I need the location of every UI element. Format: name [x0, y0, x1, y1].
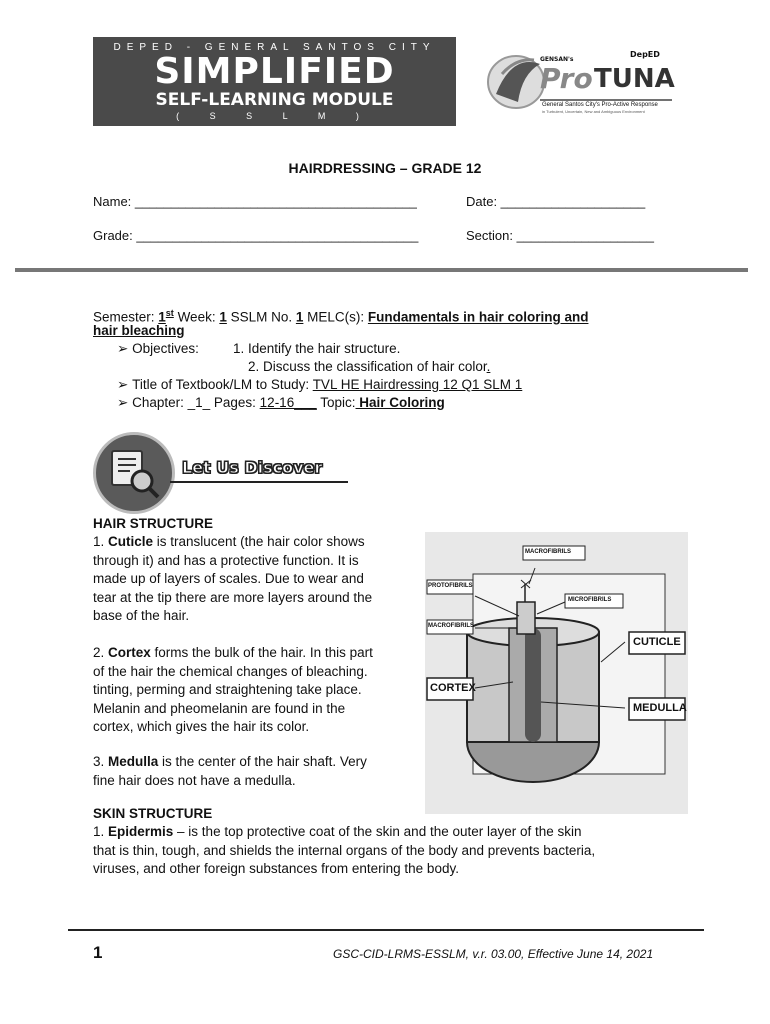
p1-line4: tear at the tip there are more layers around the: [93, 589, 373, 605]
bullet-textbook: [117, 376, 522, 395]
banner-title: SIMPLIFIED: [154, 51, 395, 92]
p1-line1: is translucent (the hair color shows: [153, 534, 365, 549]
p2-line5: cortex, which gives the hair its color.: [93, 719, 310, 734]
logo-tagline: General Santos City's Pro-Active Response: [542, 102, 658, 108]
melc-label: MELC(s):: [303, 309, 368, 325]
medulla-term: Medulla: [108, 754, 159, 769]
arrow-bullet-icon: ➢: [117, 377, 129, 392]
name-field: Name: _______________________________________: [93, 194, 417, 209]
p2-line2: of the hair the chemical changes of bleaching.: [93, 663, 368, 679]
label-medulla: MEDULLA: [633, 702, 687, 714]
label-cortex: CORTEX: [430, 682, 476, 694]
sslm-label: SSLM No.: [226, 309, 296, 325]
protuna-logo: [482, 44, 682, 116]
skin-p1-num: 1.: [93, 824, 109, 839]
page-number: 1: [93, 943, 103, 962]
bullet-chapter: [117, 394, 445, 413]
book-magnifier-icon: [96, 435, 172, 511]
p2-line1: forms the bulk of the hair. In this part: [150, 645, 373, 660]
medulla-paragraph: [93, 753, 413, 790]
skin-structure-heading: SKIN STRUCTURE: [93, 806, 213, 821]
objective-2-period: .: [486, 359, 491, 374]
week-label: Week:: [173, 309, 220, 325]
label-protofibrils: PROTOFIBRILS: [428, 583, 473, 589]
semester-sup: st: [165, 308, 174, 318]
discover-underline: [170, 481, 348, 483]
section-field: Section: ___________________: [466, 228, 654, 243]
logo-gensan: GENSAN's: [540, 56, 574, 63]
melc-line1: Fundamentals in hair coloring and: [367, 309, 589, 325]
bullet-objectives: [117, 340, 199, 359]
p1-num: 1.: [93, 534, 109, 549]
week-value: 1: [219, 309, 227, 325]
epidermis-term: Epidermis: [108, 824, 174, 839]
p2-line3: tinting, perming and straightening take place.: [93, 682, 362, 697]
hair-shaft-illustration: [425, 532, 688, 814]
cortex-paragraph: [93, 644, 413, 737]
header-divider: [15, 268, 748, 272]
logo-subtagline: in Turbulent, Uncertain, New and Ambiguous Environment: [542, 109, 645, 114]
cuticle-paragraph: [93, 533, 413, 626]
banner-subtitle: SELF-LEARNING MODULE: [155, 90, 394, 110]
melc-line2: hair bleaching: [93, 323, 185, 338]
semester-label: Semester:: [93, 309, 159, 325]
semester-value: 1: [158, 309, 166, 325]
logo-tuna: TUNA: [594, 64, 675, 94]
banner-acronym: ( S S L M ): [176, 111, 373, 121]
textbook-value: TVL HE Hairdressing 12 Q1 SLM 1: [312, 377, 523, 392]
footer-divider: [68, 929, 704, 931]
p3-line1: is the center of the hair shaft. Very: [158, 754, 367, 769]
skin-p1-line2: that is thin, tough, and shields the internal organs of the body and prevents bacteria,: [93, 842, 596, 858]
logo-deped: DepED: [630, 50, 660, 59]
logo-pro: Pro: [540, 62, 593, 95]
textbook-label: Title of Textbook/LM to Study:: [132, 377, 313, 392]
arrow-bullet-icon: ➢: [117, 341, 129, 356]
p3-line2: fine hair does not have a medulla.: [93, 772, 296, 788]
banner-top-text: DEPED - GENERAL SANTOS CITY: [113, 42, 436, 53]
label-macrofibrils-top: MACROFIBRILS: [525, 549, 571, 555]
discover-heading: Let Us Discover: [182, 458, 323, 477]
footer-code: GSC-CID-LRMS-ESSLM, v.r. 03.00, Effective June 14, 2021: [333, 947, 654, 961]
grade-field: Grade: _______________________________________: [93, 228, 419, 243]
discover-icon: [93, 432, 175, 514]
date-field: Date: ____________________: [466, 194, 646, 209]
module-banner: [93, 37, 456, 126]
label-cuticle: CUTICLE: [633, 636, 681, 648]
skin-p1-line1: – is the top protective coat of the skin and the outer layer of the skin: [173, 824, 582, 839]
hair-structure-heading: HAIR STRUCTURE: [93, 516, 213, 531]
p1-line3: made up of layers of scales. Due to wear and: [93, 571, 364, 586]
label-microfibrils: MICROFIBRILS: [568, 597, 612, 603]
sslm-value: 1: [295, 309, 304, 325]
hair-structure-diagram: [425, 532, 688, 814]
arrow-bullet-icon: ➢: [117, 395, 129, 410]
objective-1: 1. Identify the hair structure.: [233, 341, 401, 356]
topic-value: Hair Coloring: [355, 395, 445, 410]
document-title: HAIRDRESSING – GRADE 12: [288, 160, 482, 176]
topic-label: Topic:: [316, 395, 356, 410]
p1-line2: through it) and has a protective function. It is: [93, 552, 359, 568]
p2-num: 2.: [93, 645, 109, 660]
p1-line5: base of the hair.: [93, 608, 190, 623]
skin-p1-line3: viruses, and other foreign substances from entering the body.: [93, 861, 459, 876]
cortex-term: Cortex: [108, 645, 151, 660]
objectives-label: Objectives:: [132, 341, 199, 356]
chapter-pages: 12-16___: [259, 395, 317, 410]
label-macrofibrils-left: MACROFIBRILS: [428, 623, 474, 629]
cuticle-term: Cuticle: [108, 534, 154, 549]
p3-num: 3.: [93, 754, 109, 769]
chapter-label: Chapter: _1_ Pages:: [132, 395, 260, 410]
objective-2: [248, 358, 490, 377]
epidermis-paragraph: [93, 823, 693, 879]
p2-line4: Melanin and pheomelanin are found in the: [93, 700, 346, 716]
objective-2-text: 2. Discuss the classification of hair color: [248, 359, 487, 374]
